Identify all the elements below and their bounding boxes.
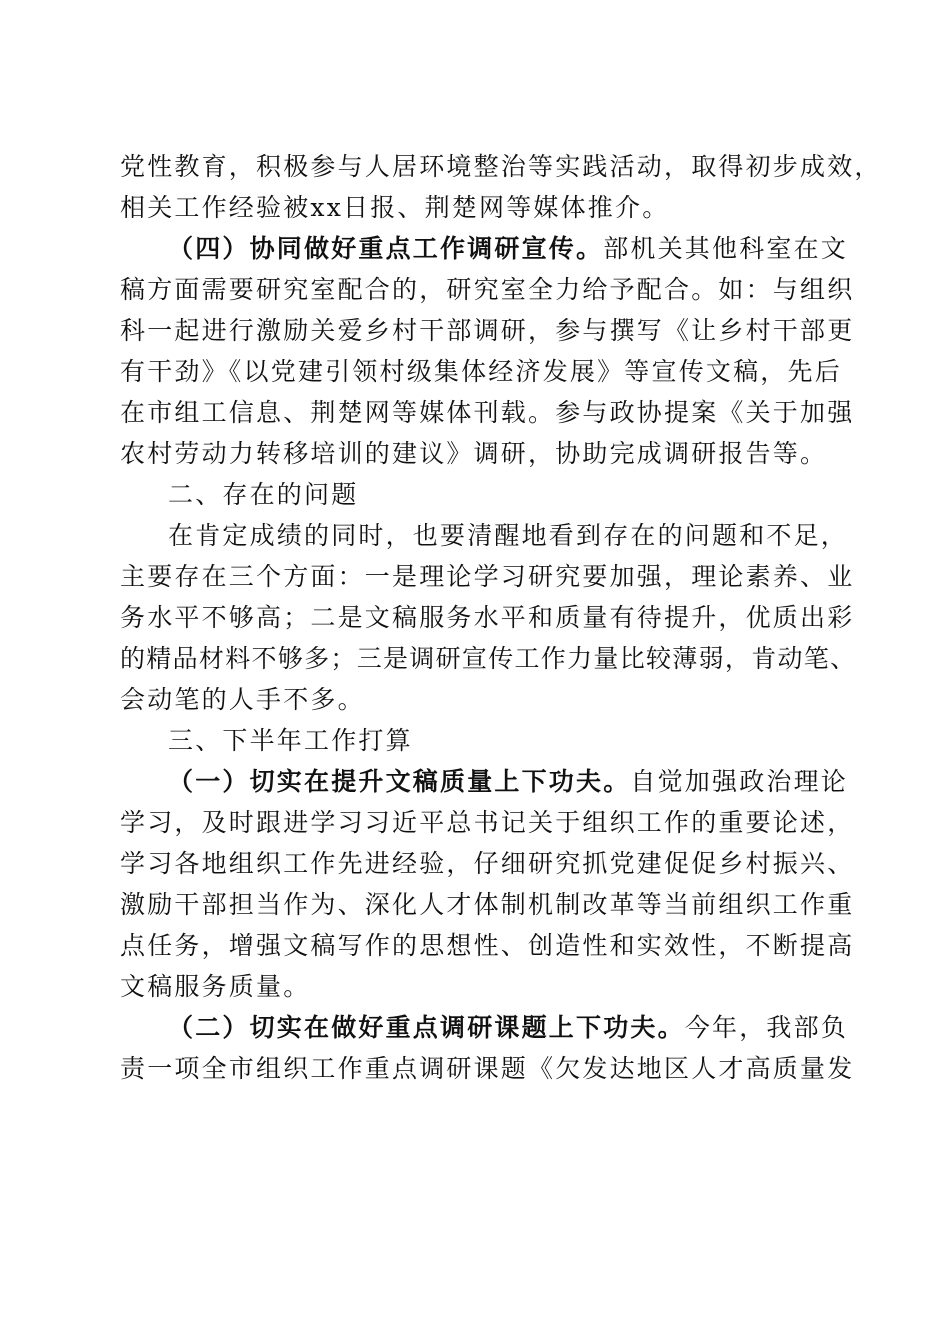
text-line: 学习各地组织工作先进经验，仔细研究抓党建促促乡村振兴、 bbox=[120, 849, 855, 878]
item-heading: （四）协同做好重点工作调研宣传。 bbox=[168, 234, 604, 263]
document-page bbox=[120, 146, 882, 1089]
paragraph-item-2 bbox=[120, 1007, 855, 1089]
text-line: 责一项全市组织工作重点调研课题《欠发达地区人才高质量发 bbox=[120, 1054, 855, 1083]
text-line: 会动笔的人手不多。 bbox=[120, 685, 365, 714]
item-text: 今年，我部负 bbox=[684, 1013, 849, 1042]
paragraph-continuation bbox=[120, 146, 882, 228]
text-line: 相关工作经验被xx日报、荆楚网等媒体推介。 bbox=[120, 193, 670, 222]
text-line bbox=[120, 761, 849, 802]
text-line: 主要存在三个方面：一是理论学习研究要加强，理论素养、业 bbox=[120, 562, 855, 591]
text-line: 党性教育，积极参与人居环境整治等实践活动，取得初步成效， bbox=[120, 152, 882, 181]
text-line: 在肯定成绩的同时，也要清醒地看到存在的问题和不足， bbox=[168, 521, 849, 550]
text-line: 在市组工信息、荆楚网等媒体刊载。参与政协提案《关于加强 bbox=[120, 398, 855, 427]
text-line: 激励干部担当作为、深化人才体制机制改革等当前组织工作重 bbox=[120, 890, 855, 919]
text-line bbox=[120, 228, 849, 269]
text-line: 的精品材料不够多；三是调研宣传工作力量比较薄弱，肯动笔、 bbox=[120, 644, 857, 673]
paragraph-item-4 bbox=[120, 228, 855, 474]
text-line: 文稿服务质量。 bbox=[120, 972, 311, 1001]
text-line: 有干劲》《以党建引领村级集体经济发展》等宣传文稿，先后 bbox=[120, 357, 842, 386]
text-line: 科一起进行激励关爱乡村干部调研，参与撰写《让乡村干部更 bbox=[120, 316, 855, 345]
text-line: 学习，及时跟进学习习近平总书记关于组织工作的重要论述， bbox=[120, 808, 855, 837]
text-line: 农村劳动力转移培训的建议》调研，协助完成调研报告等。 bbox=[120, 439, 828, 468]
text-line bbox=[120, 1007, 849, 1048]
item-heading: （二）切实在做好重点调研课题上下功夫。 bbox=[168, 1013, 685, 1042]
text-line: 稿方面需要研究室配合的，研究室全力给予配合。如：与组织 bbox=[120, 275, 855, 304]
item-text: 自觉加强政治理论 bbox=[630, 767, 849, 796]
paragraph-item-1 bbox=[120, 761, 855, 1007]
paragraph-problems bbox=[120, 515, 857, 720]
text-line: 务水平不够高；二是文稿服务水平和质量有待提升，优质出彩 bbox=[120, 603, 855, 632]
item-heading: （一）切实在提升文稿质量上下功夫。 bbox=[168, 767, 631, 796]
item-text: 部机关其他科室在文 bbox=[603, 234, 849, 263]
section-heading-plans: 三、下半年工作打算 bbox=[168, 726, 413, 755]
text-line: 点任务，增强文稿写作的思想性、创造性和实效性，不断提高 bbox=[120, 931, 855, 960]
section-heading-problems: 二、存在的问题 bbox=[168, 480, 359, 509]
